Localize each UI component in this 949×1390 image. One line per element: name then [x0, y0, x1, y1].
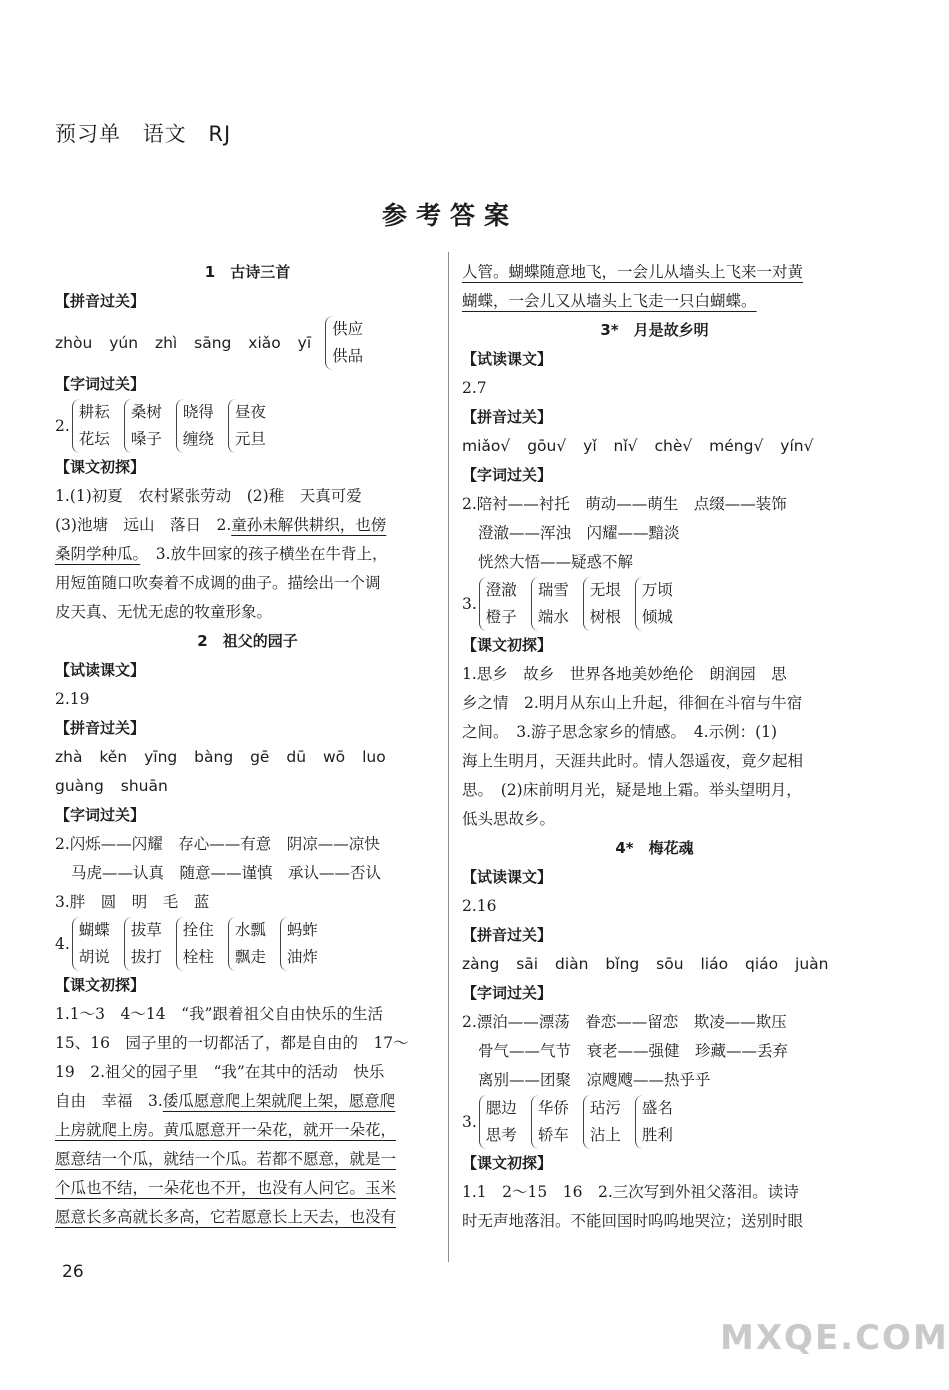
word-pair: [583, 577, 621, 631]
pinyin-text: zhà kěn yīng bàng gē dū wō luo: [55, 748, 386, 766]
underlined-answer: 愿意结一个瓜，就结一个瓜。若都不愿意，就是一: [55, 1150, 397, 1168]
word-pair: [72, 399, 110, 453]
word: 桑树: [130, 403, 162, 421]
word: 胡说: [78, 948, 110, 966]
answer-line: 15、16 园子里的一切都活了，都是自由的 17～: [55, 1034, 409, 1052]
underlined-answer: 蝴蝶，一会儿又从墙头上飞走一只白蝴蝶。: [462, 292, 757, 310]
word: 油炸: [286, 948, 318, 966]
word: 蝴蝶: [78, 921, 110, 939]
word-pair: [531, 1095, 569, 1149]
page-number: 26: [62, 1262, 84, 1282]
answer-line: 2.16: [462, 897, 497, 915]
item-number: 4.: [55, 934, 70, 953]
word-pair: [124, 917, 162, 971]
word: 澄澈: [485, 581, 517, 599]
heading-shidu: 【试读课文】: [462, 868, 553, 886]
word: 缠绕: [182, 430, 214, 448]
answer-line: 3.胖 圆 明 毛 蓝: [55, 893, 210, 911]
word-pair: [176, 917, 214, 971]
word-pair: [228, 399, 266, 453]
word-pair: [72, 917, 110, 971]
heading-pinyin: 【拼音过关】: [55, 719, 146, 737]
word: 拔打: [130, 948, 162, 966]
heading-ci: 【字词过关】: [55, 375, 146, 393]
word-pair: [124, 399, 162, 453]
word: 端水: [537, 608, 569, 626]
section-title: 2 祖父的园子: [197, 632, 298, 650]
word-pair: [635, 577, 673, 631]
answer-line: 1.1～3 4～14 “我”跟着祖父自由快乐的生活: [55, 1005, 383, 1023]
underlined-answer: 童孙未解供耕织，也傍: [231, 516, 387, 534]
answer-line: 用短笛随口吹奏着不成调的曲子。描绘出一个调: [55, 574, 381, 592]
answer-line: [55, 540, 440, 569]
word-pair: [280, 917, 318, 971]
heading-kewen: 【课文初探】: [55, 458, 146, 476]
word-group-row: [462, 577, 847, 631]
word-pair: [583, 1095, 621, 1149]
answer-line: 2.陪衬——衬托 萌动——萌生 点缀——装饰: [462, 495, 787, 513]
word-pair: [325, 316, 363, 370]
answer-line: [55, 511, 440, 540]
word-group-row: [462, 1095, 847, 1149]
word: 昼夜: [234, 403, 266, 421]
answer-text: 3.放牛回家的孩子横坐在牛背上，: [140, 545, 388, 563]
answer-line: 19 2.祖父的园子里 “我”在其中的活动 快乐: [55, 1063, 385, 1081]
pinyin-text: zàng sāi diàn bǐng sōu liáo qiáo juàn: [462, 955, 829, 973]
word: 思考: [485, 1126, 517, 1144]
answer-text: (3)池塘 远山 落日 2.: [55, 516, 232, 534]
underlined-answer: 桑阴学种瓜。: [55, 545, 141, 563]
word: 水瓢: [234, 921, 266, 939]
header-edition: RJ: [208, 122, 232, 146]
left-column: [55, 258, 440, 1232]
word: 华侨: [537, 1099, 569, 1117]
word: 飘走: [234, 948, 266, 966]
word: 玷污: [589, 1099, 621, 1117]
underlined-answer: 愿意长多高就长多高，它若愿意长上天去，也没有: [55, 1208, 397, 1226]
heading-kewen: 【课文初探】: [55, 976, 146, 994]
answer-line: 思。 (2)床前明月光，疑是地上霜。举头望明月，: [462, 781, 802, 799]
pinyin-text: zhòu yún zhì sāng xiǎo yī: [55, 333, 312, 352]
book-header: [55, 118, 245, 148]
watermark: MXQE.COM: [720, 1318, 949, 1358]
word: 元旦: [234, 430, 266, 448]
word-pair: [479, 577, 517, 631]
section-title: 4* 梅花魂: [615, 839, 694, 857]
answer-line: 低头思故乡。: [462, 810, 556, 828]
word: 橙子: [485, 608, 517, 626]
item-number: 2.: [55, 416, 70, 435]
answer-line: 2.闪烁——闪耀 存心——有意 阴凉——凉快: [55, 835, 380, 853]
heading-ci: 【字词过关】: [55, 806, 146, 824]
heading-pinyin: 【拼音过关】: [462, 408, 553, 426]
answer-line: 离别——团聚 凉飕飕——热乎乎: [478, 1071, 711, 1089]
right-column: [462, 258, 847, 1236]
word: 花坛: [78, 430, 110, 448]
word-group-row: [55, 917, 440, 971]
word: 盛名: [641, 1099, 673, 1117]
word: 胜利: [641, 1126, 673, 1144]
answer-line: 乡之情 2.明月从东山上升起，徘徊在斗宿与牛宿: [462, 694, 803, 712]
answer-line: 骨气——气节 衰老——强健 珍藏——丢弃: [478, 1042, 789, 1060]
answer-line: 皮天真、无忧无虑的牧童形象。: [55, 603, 273, 621]
answer-line: 之间。 3.游子思念家乡的情感。 4.示例：(1): [462, 723, 778, 741]
heading-kewen: 【课文初探】: [462, 1154, 553, 1172]
underlined-answer: 人管。蝴蝶随意地飞，一会儿从墙头上飞来一对黄: [462, 263, 804, 281]
underlined-answer: 倭瓜愿意爬上架就爬上架，愿意爬: [162, 1092, 396, 1110]
word-pair: [635, 1095, 673, 1149]
word: 倾城: [641, 608, 673, 626]
word-group-row: [55, 399, 440, 453]
word: 拴住: [182, 921, 214, 939]
answer-line: 海上生明月，天涯共此时。情人怨遥夜，竟夕起相: [462, 752, 804, 770]
underlined-answer: 个瓜也不结，一朵花也不开，也没有人问它。玉米: [55, 1179, 397, 1197]
heading-ci: 【字词过关】: [462, 466, 553, 484]
answer-line: 马虎——认真 随意——谨慎 承认——否认: [71, 864, 382, 882]
answer-line: 时无声地落泪。不能回国时呜呜地哭泣；送别时眼: [462, 1212, 804, 1230]
answer-line: 澄澈——浑浊 闪耀——黯淡: [478, 524, 680, 542]
word: 蚂蚱: [286, 921, 318, 939]
word: 晓得: [182, 403, 214, 421]
pinyin-row: [55, 316, 440, 370]
item-number: 3.: [462, 1112, 477, 1131]
heading-shidu: 【试读课文】: [462, 350, 553, 368]
word: 轿车: [537, 1126, 569, 1144]
heading-pinyin: 【拼音过关】: [55, 292, 146, 310]
column-divider: [448, 252, 449, 1262]
word: 万顷: [641, 581, 673, 599]
header-title: 预习单: [55, 122, 121, 146]
answer-line: 2.7: [462, 379, 487, 397]
word-pair: [531, 577, 569, 631]
item-number: 3.: [462, 594, 477, 613]
answer-line: 2.19: [55, 690, 90, 708]
word-pair: [228, 917, 266, 971]
pinyin-text: miǎo√ gōu√ yǐ nǐ√ chè√ méng√ yín√: [462, 437, 814, 455]
word: 栓柱: [182, 948, 214, 966]
answer-line: 恍然大悟——疑惑不解: [478, 553, 634, 571]
section-title: 1 古诗三首: [204, 263, 291, 281]
word: 供品: [332, 347, 364, 365]
page-title: 参考答案: [381, 201, 518, 230]
heading-pinyin: 【拼音过关】: [462, 926, 553, 944]
heading-shidu: 【试读课文】: [55, 661, 146, 679]
word: 供应: [332, 320, 364, 338]
word: 树根: [589, 608, 621, 626]
word: 腮边: [485, 1099, 517, 1117]
answer-line: 1.1 2～15 16 2.三次写到外祖父落泪。读诗: [462, 1183, 799, 1201]
word-pair: [479, 1095, 517, 1149]
heading-kewen: 【课文初探】: [462, 636, 553, 654]
pinyin-text: guàng shuān: [55, 777, 168, 795]
answer-line: [55, 1087, 440, 1116]
section-title: 3* 月是故乡明: [600, 321, 709, 339]
word: 耕耘: [78, 403, 110, 421]
answer-line: 1.(1)初夏 农村紧张劳动 (2)稚 天真可爱: [55, 487, 362, 505]
word: 无垠: [589, 581, 621, 599]
word: 沾上: [589, 1126, 621, 1144]
word: 瑞雪: [537, 581, 569, 599]
underlined-answer: 上房就爬上房。黄瓜愿意开一朵花，就开一朵花，: [55, 1121, 397, 1139]
word: 嗓子: [130, 430, 162, 448]
header-subject: 语文: [142, 122, 187, 146]
answer-text: 自由 幸福 3.: [55, 1092, 163, 1110]
word: 拔草: [130, 921, 162, 939]
answer-line: 2.漂泊——漂荡 眷恋——留恋 欺凌——欺压: [462, 1013, 787, 1031]
heading-ci: 【字词过关】: [462, 984, 553, 1002]
answer-line: 1.思乡 故乡 世界各地美妙绝伦 朗润园 思: [462, 665, 787, 683]
word-pair: [176, 399, 214, 453]
